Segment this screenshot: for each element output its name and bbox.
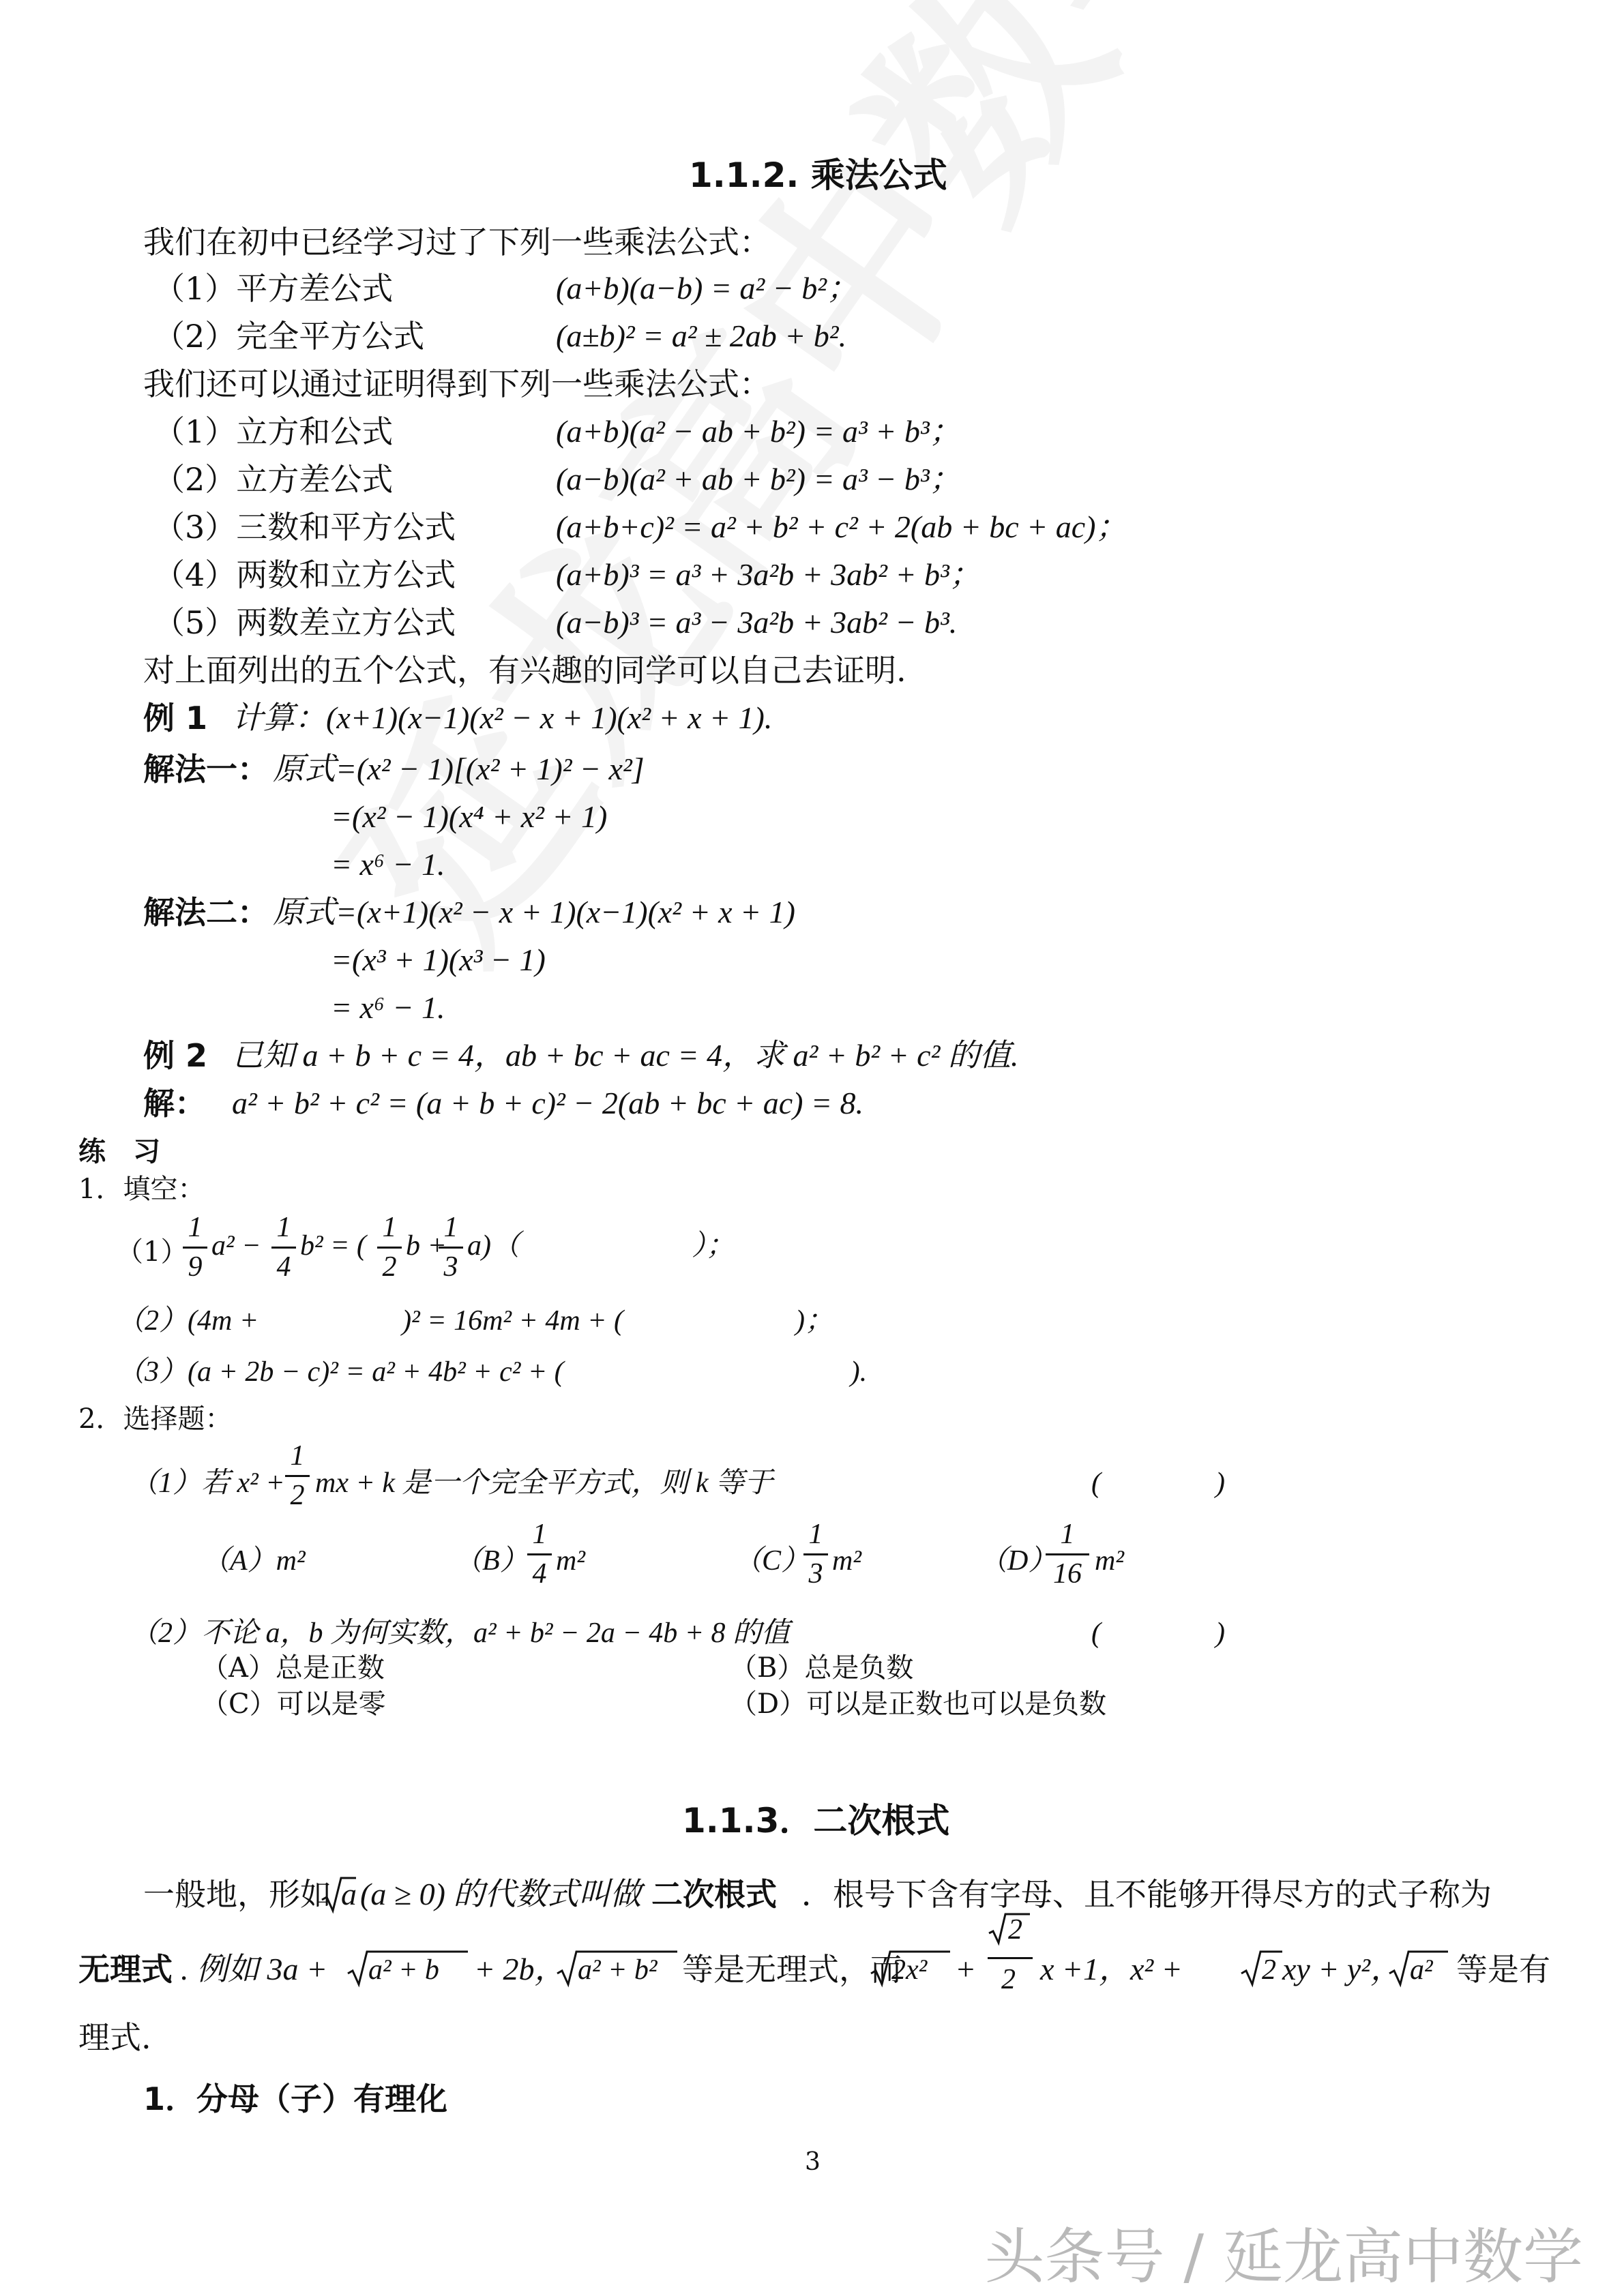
solution-line: 原式=(x+1)(x² − x + 1)(x−1)(x² + x + 1) bbox=[273, 895, 795, 929]
subquestion: （2）(4m + )² = 16m² + 4m + ( )； bbox=[116, 1305, 833, 1337]
subquestion: （3）(a + 2b − c)² = a² + 4b² + c² + ( ). bbox=[116, 1356, 868, 1388]
formula-expression: (a±b)² = a² ± 2ab + b². bbox=[556, 318, 847, 353]
fraction-bar bbox=[439, 1247, 463, 1249]
fraction-numerator: 1 bbox=[276, 1212, 291, 1243]
note-text: 对上面列出的五个公式，有兴趣的同学可以自己去证明. bbox=[143, 652, 906, 689]
radicand: a bbox=[341, 1877, 357, 1911]
answer-bracket: ( ) bbox=[1091, 1467, 1225, 1499]
radicand: 2x² bbox=[891, 1954, 928, 1986]
subquestion: （1）若 x² + bbox=[130, 1467, 285, 1499]
solution-line: =(x² − 1)(x⁴ + x² + 1) bbox=[331, 799, 608, 834]
paragraph-text: (a ≥ 0) 的代数式叫做 bbox=[360, 1877, 642, 1911]
formula-expression: (a+b)³ = a³ + 3a²b + 3ab² + b³； bbox=[556, 557, 981, 592]
question-label: 1．填空： bbox=[78, 1174, 205, 1205]
math-text: b² = ( bbox=[300, 1230, 366, 1262]
solution-line: a² + b² + c² = (a + b + c)² − 2(ab + bc + ac) = 8. bbox=[232, 1086, 863, 1120]
fraction-bar bbox=[988, 1957, 1033, 1959]
math-text: a)（ ）； bbox=[467, 1230, 735, 1262]
math-text: m² bbox=[832, 1545, 861, 1577]
formula-expression: (a+b)(a−b) = a² − b²； bbox=[556, 271, 859, 305]
solution-label: 解法一： bbox=[143, 751, 269, 788]
option-a: （A）总是正数 bbox=[201, 1652, 385, 1684]
page-number: 3 bbox=[805, 2148, 821, 2176]
option-b: （B） bbox=[454, 1545, 529, 1577]
paragraph-text: ．根号下含有字母、且不能够开得尽方的式子称为 bbox=[801, 1876, 1492, 1913]
fraction-numerator: 1 bbox=[290, 1440, 305, 1472]
fraction-denominator: 3 bbox=[443, 1251, 458, 1283]
intro-text-1: 我们在初中已经学习过了下列一些乘法公式： bbox=[143, 224, 771, 260]
fraction-denominator: 4 bbox=[276, 1251, 291, 1283]
fraction-numerator: 1 bbox=[532, 1519, 547, 1550]
fraction-bar bbox=[803, 1553, 828, 1555]
formula-name: （1）立方和公式 bbox=[153, 413, 394, 450]
formula-name: （1）平方差公式 bbox=[153, 270, 394, 307]
fraction-bar bbox=[271, 1247, 296, 1249]
formula-expression: (a+b+c)² = a² + b² + c² + 2(ab + bc + ac)； bbox=[556, 509, 1127, 544]
math-text: m² bbox=[556, 1545, 585, 1577]
bold-term: 无理式 bbox=[78, 1951, 173, 1988]
paragraph-text: 等是无理式，而 bbox=[682, 1951, 902, 1988]
paragraph-text: x +1，x² + bbox=[1040, 1952, 1183, 1986]
option-c: （C） bbox=[733, 1545, 810, 1577]
formula-name: （3）三数和平方公式 bbox=[153, 509, 456, 546]
subquestion: （2）不论 a，b 为何实数，a² + b² − 2a − 4b + 8 的值 bbox=[130, 1617, 791, 1649]
math-text: a² − bbox=[211, 1230, 261, 1262]
fraction-bar bbox=[377, 1247, 402, 1249]
solution-line: = x⁶ − 1. bbox=[331, 847, 445, 882]
subquestion: mx + k 是一个完全平方式，则 k 等于 bbox=[315, 1467, 773, 1499]
radicand: a² + b² bbox=[578, 1954, 658, 1986]
math-text: b + bbox=[406, 1230, 447, 1262]
example-label: 例 1 bbox=[143, 700, 208, 736]
formula-name: （2）立方差公式 bbox=[153, 461, 394, 498]
fraction-numerator: 1 bbox=[443, 1212, 458, 1243]
formula-expression: (a−b)³ = a³ − 3a²b + 3ab² − b³. bbox=[556, 605, 958, 640]
solution-label: 解法二： bbox=[143, 894, 269, 931]
paragraph-text: + 2b， bbox=[474, 1952, 566, 1986]
example-text: 已知 a + b + c = 4，ab + bc + ac = 4，求 a² + b² + c² 的值. bbox=[232, 1038, 1019, 1073]
fraction-denominator: 16 bbox=[1053, 1558, 1082, 1590]
fraction-bar bbox=[527, 1553, 552, 1555]
paragraph-text: 理式. bbox=[78, 2019, 151, 2056]
option-c: （C）可以是零 bbox=[201, 1688, 386, 1720]
solution-label: 解： bbox=[143, 1085, 206, 1122]
fraction-denominator: 2 bbox=[1001, 1964, 1016, 1995]
intro-text-2: 我们还可以通过证明得到下列一些乘法公式： bbox=[143, 366, 771, 402]
solution-line: =(x³ + 1)(x³ − 1) bbox=[331, 942, 546, 977]
paragraph-text: 等是有 bbox=[1456, 1951, 1550, 1988]
radicand: 2 bbox=[1262, 1954, 1276, 1986]
fraction-denominator: 9 bbox=[188, 1251, 203, 1283]
option-d: （D）可以是正数也可以是负数 bbox=[730, 1688, 1107, 1720]
practice-heading: 练 习 bbox=[78, 1136, 160, 1167]
radicand: a² + b bbox=[368, 1954, 439, 1986]
fraction-numerator: 1 bbox=[808, 1519, 823, 1550]
paragraph-text: 一般地，形如 bbox=[143, 1876, 331, 1913]
bold-term: 二次根式 bbox=[651, 1876, 777, 1913]
fraction-denominator: 2 bbox=[382, 1251, 397, 1283]
subquestion-number: （1） bbox=[116, 1236, 188, 1268]
formula-name: （2）完全平方公式 bbox=[153, 318, 425, 355]
option-a: （A）m² bbox=[201, 1545, 306, 1577]
radicand: a² bbox=[1410, 1954, 1433, 1986]
option-b: （B）总是负数 bbox=[730, 1652, 914, 1684]
plus-sign: + bbox=[955, 1952, 977, 1986]
subsection-heading: 1．分母（子）有理化 bbox=[143, 2081, 448, 2117]
example-text: 计算：(x+1)(x−1)(x² − x + 1)(x² + x + 1). bbox=[232, 700, 773, 735]
solution-line: 原式=(x² − 1)[(x² + 1)² − x²] bbox=[273, 751, 645, 786]
option-d: （D） bbox=[979, 1545, 1057, 1577]
section-title-2: 1.1.3．二次根式 bbox=[682, 1801, 950, 1840]
formula-expression: (a+b)(a² − ab + b²) = a³ + b³； bbox=[556, 414, 961, 449]
answer-bracket: ( ) bbox=[1091, 1617, 1225, 1649]
fraction-denominator: 4 bbox=[532, 1558, 547, 1590]
fraction-numerator: 1 bbox=[1060, 1519, 1075, 1550]
formula-expression: (a−b)(a² + ab + b²) = a³ − b³； bbox=[556, 462, 961, 496]
footer-watermark: 头条号 / 延龙高中数学 bbox=[984, 2222, 1583, 2292]
fraction-bar bbox=[285, 1475, 310, 1477]
fraction-bar bbox=[1046, 1553, 1089, 1555]
section-title-1: 1.1.2. 乘法公式 bbox=[689, 155, 947, 195]
formula-name: （4）两数和立方公式 bbox=[153, 556, 456, 593]
fraction-denominator: 3 bbox=[808, 1558, 823, 1590]
solution-line: = x⁶ − 1. bbox=[331, 990, 445, 1025]
fraction-numerator: 1 bbox=[188, 1212, 203, 1243]
fraction-numerator: 2 bbox=[1008, 1914, 1022, 1945]
fraction-numerator: 1 bbox=[382, 1212, 397, 1243]
fraction-bar bbox=[183, 1247, 207, 1249]
paragraph-text: xy + y²， bbox=[1282, 1952, 1402, 1986]
math-text: m² bbox=[1095, 1545, 1124, 1577]
question-label: 2．选择题： bbox=[78, 1403, 233, 1435]
fraction-denominator: 2 bbox=[290, 1480, 305, 1511]
paragraph-text: . 例如 3a + bbox=[181, 1952, 328, 1986]
example-label: 例 2 bbox=[143, 1037, 208, 1074]
formula-name: （5）两数差立方公式 bbox=[153, 604, 456, 641]
